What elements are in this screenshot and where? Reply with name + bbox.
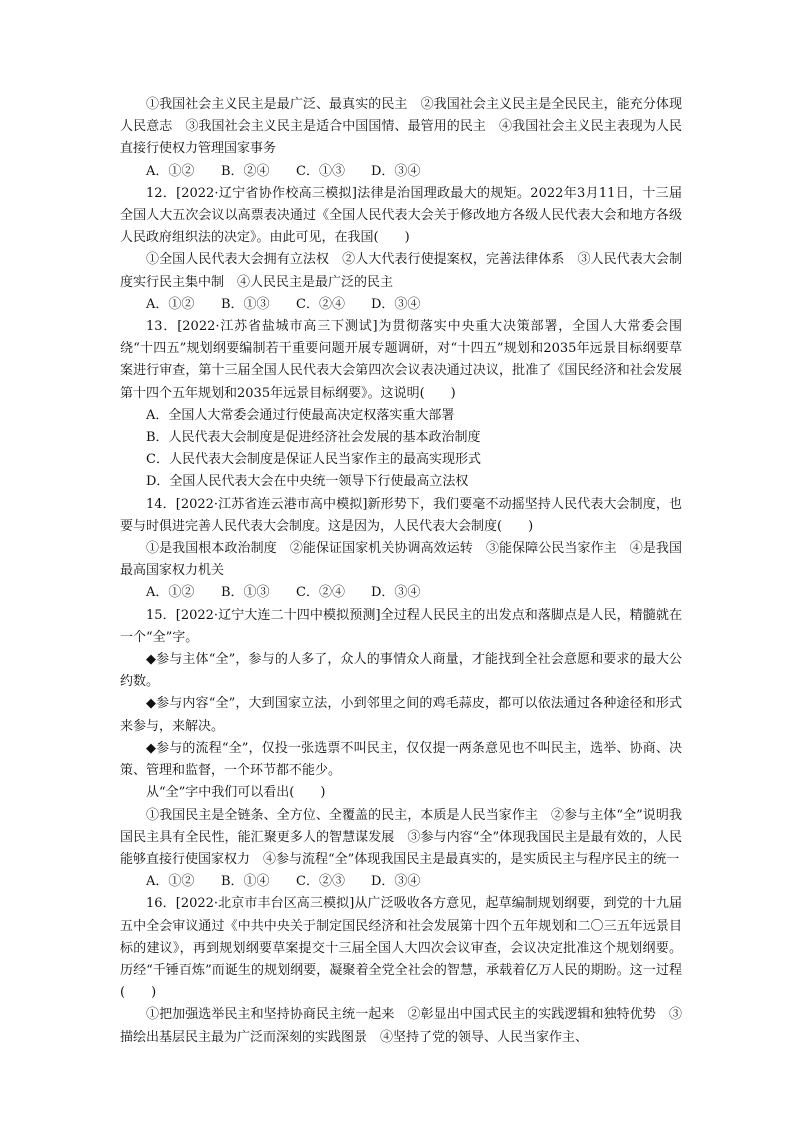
q15-option-a: A．①②: [146, 874, 195, 890]
q14-option-c: C．②④: [296, 585, 345, 601]
q14-option-d: D．③④: [371, 585, 421, 601]
q15-bullet-process: ◆参与的流程“全”，仅投一张选票不叫民主，仅仅提一两条意见也不叫民主，选举、协商、决策、管理和监督，一个环节都不能少。: [120, 740, 682, 779]
q12-option-a: A．①②: [146, 296, 195, 312]
q14-statement: ①是我国根本政治制度 ②能保证国家机关协调高效运转 ③能保障公民当家作主 ④是我国最高国家权力机关: [120, 541, 682, 579]
q13-option-b: B．人民代表大会制度是促进经济社会发展的基本政治制度: [146, 430, 481, 446]
q12-stem: 12．[2022·辽宁省协作校高三模拟]法律是治国理政最大的规矩。2022年3月11日，十三届全国人大五次会议以高票表决通过《全国人民代表大会关于修改地方各级人民代表大会和地方各级人民政府组织法的决定》。由此可见，在我国( ): [120, 185, 682, 246]
q16-statement: ①把加强选举民主和坚持协商民主统一起来 ②彰显出中国式民主的实践逻辑和独特优势 ③描绘出基层民主最为广泛而深刻的实践图景 ④坚持了党的领导、人民当家作主、: [120, 1007, 682, 1045]
question-content: [120, 94, 682, 1049]
q14-option-a: A．①②: [146, 585, 195, 601]
q13-option-c: C．人民代表大会制度是保证人民当家作主的最高实现形式: [146, 452, 481, 468]
q12-option-c: C．②④: [296, 296, 345, 312]
q11-statement: ①我国社会主义民主是最广泛、最真实的民主 ②我国社会主义民主是全民民主，能充分体现人民意志 ③我国社会主义民主是适合中国国情、最管用的民主 ④我国社会主义民主表现为人民直接行使权力管理国家事务: [120, 97, 682, 157]
q15-option-d: D．③④: [371, 874, 421, 890]
q15-stem: 15．[2022·辽宁大连二十四中模拟预测]全过程人民民主的出发点和落脚点是人民，精髓就在一个“全”字。: [120, 607, 682, 645]
q15-bullet-subject: ◆参与主体“全”，参与的人多了，众人的事情众人商量，才能找到全社会意愿和要求的最大公约数。: [120, 652, 682, 690]
q12-statement: ①全国人民代表大会拥有立法权 ②人大代表行使提案权，完善法律体系 ③人民代表大会制度实行民主集中制 ④人民民主是最广泛的民主: [120, 252, 682, 290]
q15-question: 从“全”字中我们可以看出( ): [146, 785, 326, 801]
q11-option-b: B．②④: [221, 163, 270, 179]
q16-stem: 16．[2022·北京市丰台区高三模拟]从广泛吸收各方意见，起草编制规划纲要，到党的十九届五中全会审议通过《中共中央关于制定国民经济和社会发展第十四个五年规划和二〇三五年远景目标的建议》，再到规划纲要草案提交十三届全国人大四次会议审查，会议决定批准这个规划纲要。历经“千锤百炼”而诞生的规划纲要，凝聚着全党全社会的智慧，承载着亿万人民的期盼。这一过程( ): [120, 896, 682, 1001]
q14-options: [120, 582, 682, 604]
q15-option-b: B．①④: [221, 874, 270, 890]
q11-option-d: D．③④: [371, 163, 421, 179]
q13-option-d: D．全国人民代表大会在中央统一领导下行使最高立法权: [146, 474, 469, 490]
q11-option-a: A．①②: [146, 163, 195, 179]
q11-option-c: C．①③: [296, 163, 345, 179]
q15-statement: ①我国民主是全链条、全方位、全覆盖的民主，本质是人民当家作主 ②参与主体“全”说明我国民主具有全民性，能汇聚更多人的智慧谋发展 ③参与内容“全”体现我国民主是最有效的，人民能够直接行使国家权力 ④参与流程“全”体现我国民主是最真实的，是实质民主与程序民主的统一: [120, 807, 682, 867]
q15-options: [120, 871, 682, 893]
q14-stem: 14．[2022·江苏省连云港市高中模拟]新形势下，我们要毫不动摇坚持人民代表大会制度，也要与时俱进完善人民代表大会制度。这是因为，人民代表大会制度( ): [120, 496, 682, 534]
q12-option-d: D．③④: [371, 296, 421, 312]
q12-option-b: B．①③: [221, 296, 270, 312]
q14-option-b: B．①③: [221, 585, 270, 601]
q12-options: [120, 294, 682, 316]
q15-option-c: C．②③: [296, 874, 345, 890]
q11-options: [120, 161, 682, 183]
q13-option-a: A．全国人大常委会通过行使最高决定权落实重大部署: [146, 407, 455, 423]
q15-bullet-content: ◆参与内容“全”，大到国家立法，小到邻里之间的鸡毛蒜皮，都可以依法通过各种途径和形式来参与，来解决。: [120, 696, 682, 734]
q13-stem: 13．[2022·江苏省盐城市高三下测试]为贯彻落实中央重大决策部署，全国人大常委会围绕“十四五”规划纲要编制若干重要问题开展专题调研，对“十四五”规划和2035年远景目标纲要草案进行审查，第十三届全国人民代表大会第四次会议表决通过决议，批准了《国民经济和社会发展第十四个五年规划和2035年远景目标纲要》。这说明( ): [120, 319, 682, 401]
